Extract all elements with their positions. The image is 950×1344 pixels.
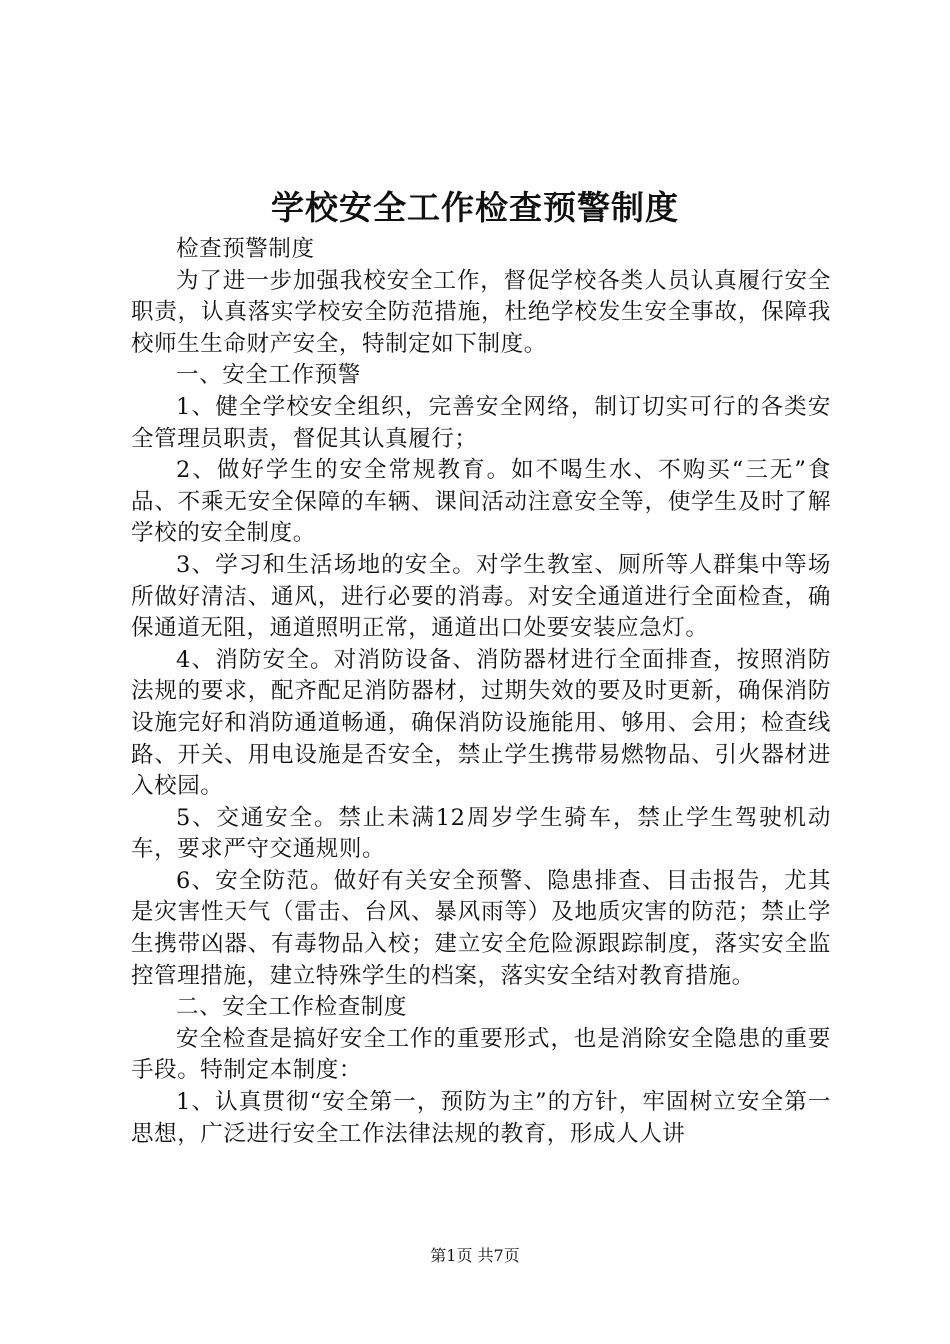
section-heading-inspection: 二、安全工作检查制度 bbox=[176, 994, 408, 1021]
paragraph-item-6: 6、安全防范。做好有关安全预警、隐患排查、目击报告，尤其是灾害性天气（雷击、台风、暴风雨等）及地质灾害的防范；禁止学生携带凶器、有毒物品入校；建立安全危险源跟踪制度，落实安全监控管理措施，建立特殊学生的档案，落实安全结对教育措施。 bbox=[131, 867, 831, 989]
document-title: 学校安全工作检查预警制度 bbox=[271, 188, 679, 227]
section-heading-warning: 一、安全工作预警 bbox=[176, 362, 361, 389]
paragraph-item-2: 2、做好学生的安全常规教育。如不喝生水、不购买“三无”食品、不乘无安全保障的车辆、课间活动注意安全等，使学生及时了解学校的安全制度。 bbox=[131, 457, 831, 547]
paragraph-inspection-item-1: 1、认真贯彻“安全第一，预防为主”的方针，牢固树立安全第一思想，广泛进行安全工作法律法规的教育，形成人人讲 bbox=[131, 1089, 831, 1147]
paragraph-subtitle: 检查预警制度 bbox=[176, 236, 315, 262]
paragraph-item-3: 3、学习和生活场地的安全。对学生教室、厕所等人群集中等场所做好清洁、通风，进行必要的消毒。对安全通道进行全面检查，确保通道无阻，通道照明正常，通道出口处要安装应急灯。 bbox=[131, 551, 831, 642]
paragraph-inspection-intro: 安全检查是搞好安全工作的重要形式，也是消除安全隐患的重要手段。特制定本制度： bbox=[131, 1025, 831, 1084]
page-number: 第1页 共7页 bbox=[430, 1246, 520, 1265]
paragraph-item-4: 4、消防安全。对消防设备、消防器材进行全面排查，按照消防法规的要求，配齐配足消防器材，过期失效的要及时更新，确保消防设施完好和消防通道畅通，确保消防设施能用、够用、会用；检查线路、开关、用电设施是否安全，禁止学生携带易燃物品、引火器材进入校园。 bbox=[131, 646, 831, 800]
document-body bbox=[131, 234, 831, 1150]
paragraph-item-1: 1、健全学校安全组织，完善安全网络，制订切实可行的各类安全管理员职责，督促其认真履行； bbox=[131, 393, 831, 452]
paragraph-item-5: 5、交通安全。禁止未满12周岁学生骑车，禁止学生驾驶机动车，要求严守交通规则。 bbox=[131, 804, 831, 863]
paragraph-intro: 为了进一步加强我校安全工作，督促学校各类人员认真履行安全职责，认真落实学校安全防范措施，杜绝学校发生安全事故，保障我校师生生命财产安全，特制定如下制度。 bbox=[131, 267, 831, 357]
